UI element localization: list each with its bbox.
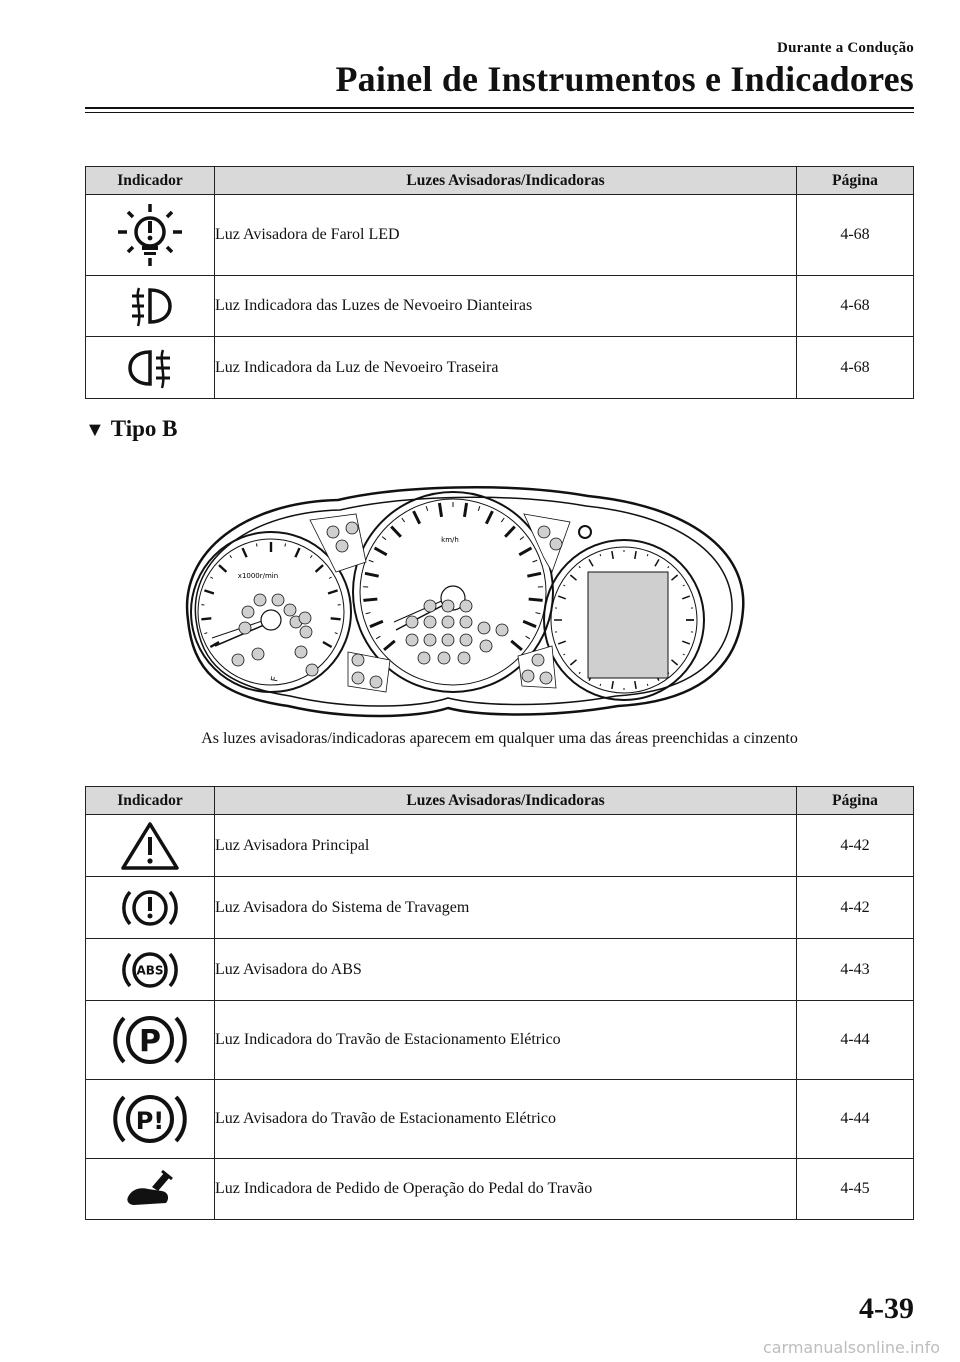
gauge-tick — [439, 503, 441, 517]
gauge-tick — [647, 554, 648, 556]
page-ref: 4-42 — [797, 815, 914, 877]
speedometer-unit-label: km/h — [441, 536, 459, 544]
abs-warning-icon — [120, 945, 180, 995]
page-number: 4-39 — [859, 1292, 914, 1325]
gauge-tick — [635, 681, 636, 689]
gauge-tick — [589, 559, 593, 566]
page-ref: 4-43 — [797, 939, 914, 1001]
gauge-tick — [363, 599, 377, 600]
page-title: Painel de Instrumentos e Indicadores — [335, 59, 914, 99]
upper-right-indicator-pod — [524, 514, 591, 572]
gauge-tick — [204, 633, 207, 634]
column-header-indicator: Indicador — [86, 787, 215, 815]
icon-cell — [86, 877, 215, 939]
gauge-tick — [558, 596, 566, 599]
icon-cell — [86, 337, 215, 399]
tachometer-unit-label: x1000r/min — [237, 572, 279, 580]
table-header-row — [86, 787, 914, 815]
gauge-tick — [612, 551, 613, 559]
watermark: carmanualsonline.info — [762, 1338, 940, 1357]
abs-icon-text: ABS — [136, 963, 164, 977]
page-ref: 4-68 — [797, 276, 914, 337]
upper-left-indicator-pod — [310, 514, 366, 572]
gauge-tick — [671, 575, 677, 580]
column-header-page: Página — [797, 167, 914, 195]
light-label: Luz Avisadora de Farol LED — [215, 195, 797, 276]
gauge-tick — [256, 544, 257, 547]
gauge-tick — [382, 537, 386, 540]
light-label: Luz Avisadora do Sistema de Travagem — [215, 877, 797, 939]
gauge-tick — [426, 506, 427, 511]
header-section-label: Durante a Condução — [777, 40, 914, 56]
section-heading — [85, 416, 178, 442]
light-label: Luz Avisadora Principal — [215, 815, 797, 877]
indicator-table-2 — [85, 786, 914, 1220]
gauge-tick — [369, 560, 374, 562]
table-row — [86, 276, 914, 337]
page-ref: 4-44 — [797, 1001, 914, 1080]
table-row — [86, 195, 914, 276]
cluster-caption: As luzes avisadoras/indicadoras aparecem em qualquer uma das áreas preenchidas a cinzento — [201, 730, 798, 747]
gauge-tick — [668, 566, 669, 568]
gauge-tick — [370, 621, 383, 626]
gauge-tick — [328, 590, 338, 593]
gauge-tick — [375, 548, 387, 555]
gauge-tick — [600, 554, 601, 556]
gauge-tick — [402, 518, 405, 522]
gauge-tick — [486, 511, 492, 524]
column-header-lights: Luzes Avisadoras/Indicadoras — [215, 167, 797, 195]
gauge-tick — [505, 527, 515, 537]
epb-icon-text: P — [139, 1024, 161, 1059]
gauge-tick — [204, 590, 214, 593]
gauge-tick — [535, 613, 540, 614]
gauge-tick — [365, 573, 379, 576]
light-label: Luz Indicadora de Pedido de Operação do Pedal do Travão — [215, 1159, 797, 1220]
lower-left-indicator-pod — [348, 652, 390, 692]
column-header-lights: Luzes Avisadoras/Indicadoras — [215, 787, 797, 815]
led-headlight-warning-icon — [114, 202, 186, 268]
gauge-tick — [526, 636, 530, 639]
gauge-tick — [329, 577, 332, 579]
gauge-tick — [520, 537, 524, 540]
column-header-page: Página — [797, 787, 914, 815]
gauge-tick — [533, 560, 538, 562]
epb-warning-icon — [112, 1087, 188, 1151]
gauge-tick — [335, 633, 338, 634]
gauge-tick — [523, 621, 536, 626]
header-rule-thin — [85, 112, 914, 113]
gauge-tick — [683, 654, 685, 655]
header-rule — [85, 107, 914, 109]
gauge-tick — [671, 660, 677, 665]
gauge-tick — [384, 641, 395, 650]
table-row — [86, 337, 914, 399]
table-row — [86, 877, 914, 939]
gauge-tick — [219, 565, 226, 572]
icon-cell — [86, 1080, 215, 1159]
gauge-tick — [647, 684, 648, 686]
light-label: Luz Avisadora do ABS — [215, 939, 797, 1001]
gauge-tick — [511, 641, 522, 650]
gauge-tick — [579, 566, 580, 568]
gauge-tick — [316, 565, 323, 572]
table-row — [86, 1080, 914, 1159]
brake-system-warning-icon — [120, 883, 180, 933]
icon-cell — [86, 276, 215, 337]
gauge-tick — [323, 642, 332, 647]
icon-cell — [86, 1001, 215, 1080]
gauge-tick — [682, 596, 690, 599]
epb-indicator-icon — [112, 1008, 188, 1072]
icon-cell — [86, 939, 215, 1001]
epb-warning-icon-text: P! — [135, 1107, 165, 1135]
gauge-tick — [310, 555, 312, 557]
gauge-tick — [682, 641, 690, 644]
gauge-tick — [376, 636, 380, 639]
gauge-tick — [570, 660, 576, 665]
right-multi-gauge — [544, 540, 704, 700]
gauge-tick — [331, 618, 341, 619]
table-row — [86, 1159, 914, 1220]
indicator-table-1 — [85, 166, 914, 399]
front-fog-light-icon — [126, 284, 174, 328]
gauge-tick — [579, 672, 580, 674]
table-row — [86, 815, 914, 877]
svg-text:F: F — [270, 675, 281, 683]
light-label: Luz Avisadora do Travão de Estacionamento Elétrico — [215, 1080, 797, 1159]
gauge-tick — [600, 684, 601, 686]
page-ref: 4-42 — [797, 877, 914, 939]
icon-cell — [86, 1159, 215, 1220]
gauge-tick — [230, 555, 232, 557]
page-ref: 4-68 — [797, 195, 914, 276]
gauge-tick — [527, 573, 541, 576]
column-header-indicator: Indicador — [86, 167, 215, 195]
light-label: Luz Indicadora das Luzes de Nevoeiro Dianteiras — [215, 276, 797, 337]
gauge-tick — [295, 548, 299, 557]
tachometer-gauge — [191, 532, 351, 692]
gauge-tick — [478, 506, 479, 511]
icon-cell — [86, 815, 215, 877]
table-row — [86, 1001, 914, 1080]
brake-pedal-request-icon — [122, 1167, 178, 1211]
gauge-tick — [558, 641, 566, 644]
instrument-cluster-illustration — [168, 470, 758, 720]
gauge-tick — [563, 654, 565, 655]
light-label: Luz Indicadora da Luz de Nevoeiro Traseira — [215, 337, 797, 399]
master-warning-icon — [119, 820, 181, 872]
gauge-tick — [563, 585, 565, 586]
light-label: Luz Indicadora do Travão de Estacionamento Elétrico — [215, 1001, 797, 1080]
gauge-tick — [655, 559, 659, 566]
gauge-tick — [570, 575, 576, 580]
gauge-tick — [519, 548, 531, 555]
section-heading-text: Tipo B — [110, 416, 178, 441]
gauge-tick — [464, 503, 466, 517]
rear-fog-light-icon — [126, 346, 174, 390]
gauge-tick — [243, 548, 247, 557]
page-ref: 4-45 — [797, 1159, 914, 1220]
gauge-tick — [201, 618, 211, 619]
gauge-tick — [501, 518, 504, 522]
gauge-tick — [366, 613, 371, 614]
gauge-tick — [683, 585, 685, 586]
triangle-bullet-icon: ▼ — [85, 419, 105, 441]
gauge-tick — [285, 544, 286, 547]
gauge-tick — [635, 551, 636, 559]
page-ref: 4-68 — [797, 337, 914, 399]
table-row — [86, 939, 914, 1001]
gauge-tick — [391, 527, 401, 537]
gauge-tick — [414, 511, 420, 524]
gauge-tick — [612, 681, 613, 689]
table-header-row — [86, 167, 914, 195]
icon-cell — [86, 195, 215, 276]
gauge-tick — [529, 599, 543, 600]
gauge-tick — [210, 577, 213, 579]
page-ref: 4-44 — [797, 1080, 914, 1159]
